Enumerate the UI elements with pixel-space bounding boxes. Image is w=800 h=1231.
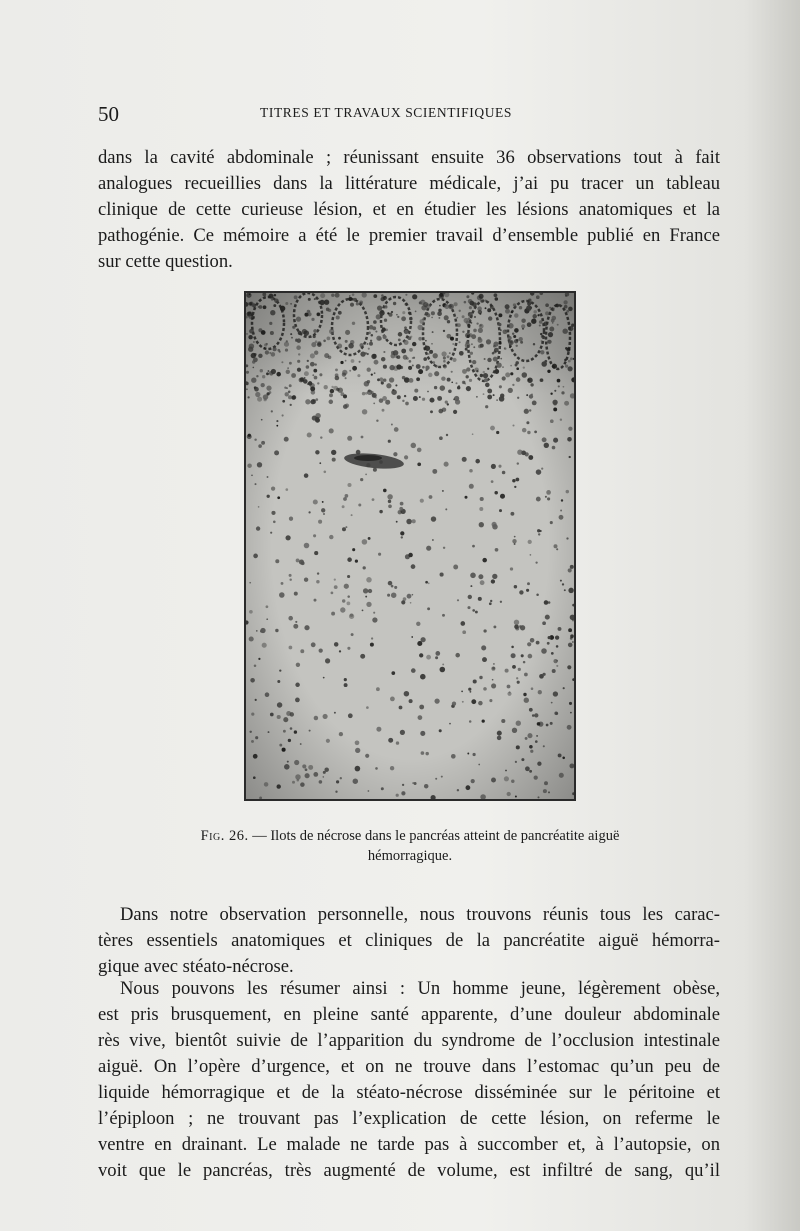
caption-text-line-1: — Ilots de nécrose dans le pancréas atteint de pancréatite aiguë: [252, 828, 620, 844]
text-line: pathogénie. Ce mémoire a été le premier travail d’ensemble publié en France: [98, 225, 720, 246]
figure-label: Fig. 26.: [200, 828, 249, 844]
paragraph-3: [98, 976, 720, 1184]
running-title: TITRES ET TRAVAUX SCIENTIFIQUES: [260, 105, 512, 120]
page-number: 50: [98, 102, 119, 126]
text-line: liquide hémorragique et de la stéato-nécrose disséminée sur le péritoine et: [98, 1082, 720, 1103]
paragraph-1: [98, 145, 720, 275]
text-line: ventre en drainant. Le malade ne tarde pas à succomber et, à l’autopsie, on: [98, 1134, 720, 1155]
figure-caption: [120, 826, 700, 866]
caption-text-line-2: hémorragique.: [367, 848, 453, 864]
text-line: dans la cavité abdominale ; réunissant ensuite 36 observations tout à fait: [98, 147, 720, 168]
text-line: analogues recueillies dans la littérature médicale, j’ai pu tracer un tableau: [98, 173, 720, 194]
text-line: clinique de cette curieuse lésion, et en étudier les lésions anatomiques et la: [98, 199, 720, 220]
page-header: [98, 100, 728, 126]
text-line: est pris brusquement, en pleine santé apparente, d’une douleur abdominale: [98, 1004, 720, 1025]
text-line: rès vive, bientôt suivie de l’apparition du syndrome de l’occlusion intestinale: [98, 1030, 720, 1051]
micrograph-image: [246, 293, 574, 799]
text-line: aiguë. On l’opère d’urgence, et on ne trouve dans l’estomac qu’un peu de: [98, 1056, 720, 1077]
text-line: voit que le pancréas, très augmenté de volume, est infiltré de sang, qu’il: [98, 1160, 720, 1181]
text-line: sur cette question.: [98, 251, 233, 272]
text-line: l’épiploon ; ne trouvant pas l’explication de cette lésion, on referme le: [98, 1108, 720, 1129]
text-line: Nous pouvons les résumer ainsi : Un homme jeune, légèrement obèse,: [120, 978, 720, 999]
text-line: gique avec stéato-nécrose.: [98, 956, 294, 977]
text-line: tères essentiels anatomiques et cliniques de la pancréatite aiguë hémorra-: [98, 930, 720, 951]
micrograph-figure: [244, 291, 576, 801]
text-line: Dans notre observation personnelle, nous trouvons réunis tous les carac-: [120, 904, 720, 925]
paragraph-2: [98, 902, 720, 980]
